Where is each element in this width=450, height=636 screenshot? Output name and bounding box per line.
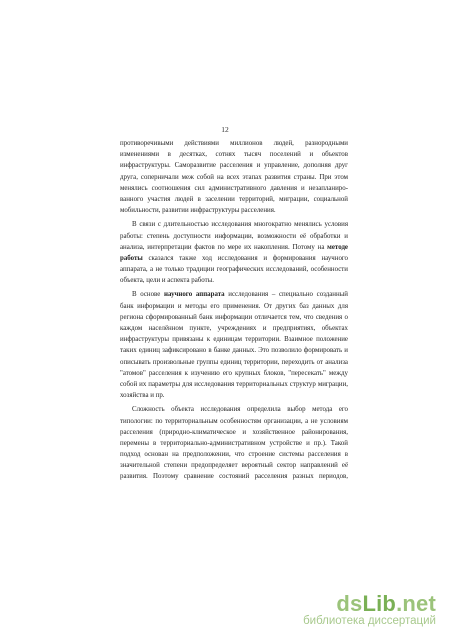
text-line: В связи с длительностью исследования многократно менялись условия	[132, 221, 348, 229]
watermark-logo-net: .net	[396, 591, 436, 616]
text-line: аппарата, а не только традиции географических исследований, особенности	[120, 266, 348, 274]
text-line: мобильности, развитии инфраструктуры расселения.	[120, 207, 276, 215]
text-line: изменениями в десятках, сотнях тысяч поселений и объектов	[120, 151, 348, 159]
text-line: друга, соперничали меж собой на всех этапах развития страны. При этом	[120, 173, 348, 181]
text-run: В основе	[132, 291, 164, 299]
text-line: перемены в территориально-административном устройстве и пр.). Такой	[120, 439, 348, 447]
watermark	[303, 593, 436, 628]
bold-term: работы	[120, 254, 143, 262]
paragraph	[120, 219, 348, 286]
text-line: региона сформированный банк информации отличается тем, что сведения о	[120, 313, 348, 321]
text-line: Сложность объекта исследования определила выбор метода его	[132, 406, 348, 414]
text-line: противоречивыми действиями миллионов людей, разнородными	[120, 140, 348, 147]
text-line: расселения (природно-климатическое и хозяйственное районирования,	[120, 428, 348, 436]
paragraph	[120, 404, 348, 482]
text-line: инфраструктуры. Саморазвитие расселения и управление, дополняя друг	[120, 162, 348, 170]
text-line: инфраструктуры привязаны к единицам территории. Взаимное положение	[120, 336, 348, 344]
watermark-logo	[303, 593, 436, 615]
text-line: таких единиц зафиксировано в банке данных. Это позволило формировать и	[120, 347, 348, 355]
bold-term: методе	[327, 243, 348, 251]
text-run: исследования – специально созданный	[224, 291, 348, 299]
text-line: значительной степени предопределяет вероятный сектор направлений её	[120, 462, 348, 470]
text-line: каждом населённом пункте, учреждениях и предприятиях, объектах	[120, 325, 348, 332]
text-body	[120, 138, 348, 483]
text-line: "атомов" расселения к изучению его крупных блоков, "пересекать" между	[120, 369, 348, 377]
watermark-subtitle: библиотека диссертаций	[303, 615, 436, 627]
text-line: менялись соотношения сил административного давления и незапланиро-	[120, 184, 348, 192]
text-line: типологии: по территориальным особенностям организации, а не условиям	[120, 417, 348, 425]
page-number: 12	[221, 125, 229, 134]
watermark-logo-ds: ds	[336, 591, 363, 616]
text-line: банк информации и методы его применения. От других баз данных для	[120, 302, 348, 310]
text-line	[120, 242, 348, 253]
text-line: работы: степень доступности информации, возможности её обработки и	[120, 232, 348, 240]
text-run: анализа, интерпретации фактов по мере их накопления. Потому на	[120, 243, 328, 251]
text-line	[120, 253, 348, 264]
text-line: развития. Поэтому сравнение состояний расселения разных периодов,	[120, 473, 348, 481]
text-line	[120, 289, 348, 300]
text-line: описывать произвольные группы единиц территории, переходить от анализа	[120, 358, 348, 366]
text-line: хозяйства и пр.	[120, 392, 165, 400]
text-line: ванного участия людей в заселении территорий, миграции, социальной	[120, 195, 348, 203]
text-line: объекта, цели и аспекта работы.	[120, 277, 214, 285]
text-run: сказался также ход исследования и формирования научного	[142, 254, 348, 262]
text-line: подход основан на предположении, что строение системы расселения в	[120, 451, 348, 459]
bold-term: научного аппарата	[164, 291, 225, 299]
paragraph	[120, 138, 348, 216]
paragraph	[120, 289, 348, 401]
text-line: собой их параметры для исследования территориальных структур миграции,	[120, 380, 348, 388]
watermark-logo-lib: Lib	[362, 591, 397, 616]
